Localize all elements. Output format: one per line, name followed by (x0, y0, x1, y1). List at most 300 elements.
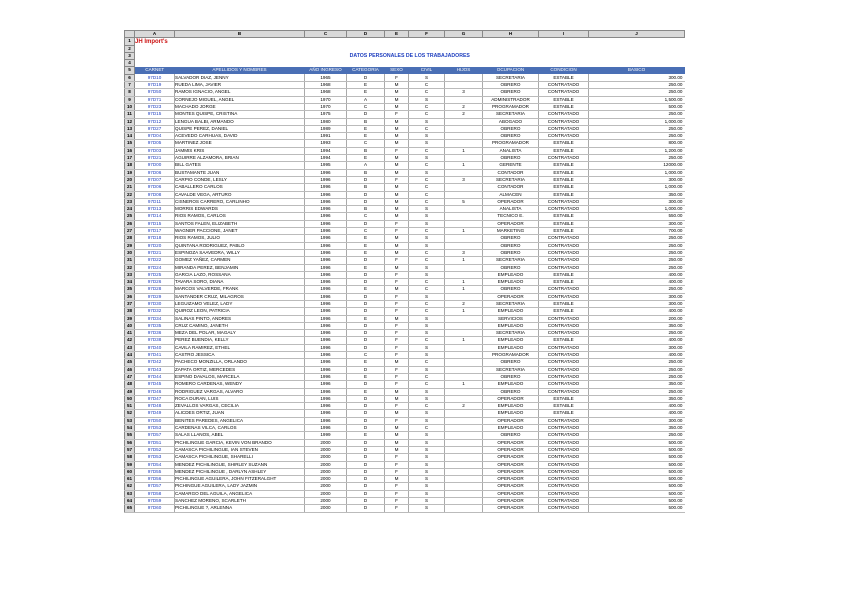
row-number[interactable]: 55 (125, 432, 135, 439)
column-header[interactable]: APELLIDOS Y NOMBRES (175, 67, 305, 74)
cell-cat[interactable]: D (347, 176, 385, 183)
cell-anio[interactable]: 1996 (305, 191, 347, 198)
cell-anio[interactable]: 1996 (305, 220, 347, 227)
cell-sexo[interactable]: M (385, 395, 409, 402)
cell-cond[interactable]: CONTRATADO (539, 483, 589, 490)
cell-carnet[interactable]: 97D53 (135, 425, 175, 432)
cell-cat[interactable]: D (347, 308, 385, 315)
cell-nombre[interactable]: SALINAS PINTO, ANDRES (175, 315, 305, 322)
cell-civil[interactable]: C (409, 103, 445, 110)
cell-anio[interactable]: 1996 (305, 228, 347, 235)
cell-basico[interactable]: 500.00 (589, 454, 685, 461)
cell-nombre[interactable]: WAGNER PACCIONE, JANET (175, 228, 305, 235)
cell-ocup[interactable]: ANALISTA (483, 147, 539, 154)
cell-cond[interactable]: CONTRATADO (539, 352, 589, 359)
cell-anio[interactable]: 2000 (305, 490, 347, 497)
cell-civil[interactable]: C (409, 403, 445, 410)
cell-cat[interactable]: D (347, 395, 385, 402)
cell-basico[interactable]: 350.00 (589, 322, 685, 329)
cell-sexo[interactable]: M (385, 125, 409, 132)
cell-sexo[interactable]: F (385, 366, 409, 373)
cell-cond[interactable]: CONTRATADO (539, 461, 589, 468)
cell-basico[interactable]: 1,000.00 (589, 169, 685, 176)
cell-carnet[interactable]: 97D45 (135, 381, 175, 388)
cell-hijos[interactable] (445, 191, 483, 198)
cell-ocup[interactable]: PROGRAMADOR (483, 352, 539, 359)
row-number[interactable]: 4 (125, 60, 135, 67)
cell-ocup[interactable]: GERENTE (483, 162, 539, 169)
cell-ocup[interactable]: MARKETING (483, 228, 539, 235)
cell-cat[interactable]: D (347, 425, 385, 432)
row-number[interactable]: 62 (125, 483, 135, 490)
cell-carnet[interactable]: 97D60 (135, 505, 175, 512)
cell-hijos[interactable] (445, 293, 483, 300)
cell-cond[interactable]: CONTRATADO (539, 476, 589, 483)
cell-hijos[interactable] (445, 476, 483, 483)
cell-nombre[interactable]: JAMMIS KRIS (175, 147, 305, 154)
cell-civil[interactable]: S (409, 505, 445, 512)
cell-nombre[interactable]: PICHINGUE AGUILERA, LADY JAZMIN (175, 483, 305, 490)
cell-anio[interactable]: 1996 (305, 264, 347, 271)
empty-cell[interactable] (135, 60, 685, 67)
row-number[interactable]: 3 (125, 52, 135, 59)
cell-carnet[interactable]: 97D18 (135, 235, 175, 242)
cell-civil[interactable]: S (409, 213, 445, 220)
cell-cat[interactable]: D (347, 300, 385, 307)
cell-basico[interactable]: 250.00 (589, 111, 685, 118)
cell-hijos[interactable] (445, 322, 483, 329)
cell-hijos[interactable] (445, 432, 483, 439)
cell-hijos[interactable] (445, 220, 483, 227)
cell-ocup[interactable]: SERVICIOS (483, 315, 539, 322)
cell-carnet[interactable]: 97D57 (135, 432, 175, 439)
cell-carnet[interactable]: 97D23 (135, 103, 175, 110)
cell-carnet[interactable]: 97D06 (135, 169, 175, 176)
cell-cond[interactable]: ESTABLE (539, 176, 589, 183)
cell-cond[interactable]: CONTRATADO (539, 322, 589, 329)
cell-sexo[interactable]: M (385, 162, 409, 169)
cell-anio[interactable]: 1970 (305, 103, 347, 110)
cell-carnet[interactable]: 97D42 (135, 359, 175, 366)
cell-cat[interactable]: D (347, 498, 385, 505)
cell-hijos[interactable] (445, 118, 483, 125)
cell-civil[interactable]: C (409, 257, 445, 264)
row-number[interactable]: 45 (125, 359, 135, 366)
brand-label[interactable]: JH Import's (135, 38, 168, 45)
cell-civil[interactable]: S (409, 242, 445, 249)
cell-civil[interactable]: C (409, 89, 445, 96)
cell-cat[interactable]: C (347, 213, 385, 220)
cell-anio[interactable]: 2000 (305, 476, 347, 483)
cell-cond[interactable]: CONTRATADO (539, 454, 589, 461)
column-header[interactable]: CIVIL (409, 67, 445, 74)
cell-nombre[interactable]: QUISPE PEREZ, DANIEL (175, 125, 305, 132)
cell-ocup[interactable]: ANALISTA (483, 206, 539, 213)
cell-sexo[interactable]: M (385, 359, 409, 366)
cell-hijos[interactable] (445, 140, 483, 147)
cell-sexo[interactable]: M (385, 96, 409, 103)
row-number[interactable]: 37 (125, 300, 135, 307)
cell-sexo[interactable]: F (385, 74, 409, 81)
cell-sexo[interactable]: F (385, 498, 409, 505)
cell-cat[interactable]: E (347, 264, 385, 271)
row-number[interactable]: 57 (125, 446, 135, 453)
cell-carnet[interactable]: 97D14 (135, 213, 175, 220)
cell-civil[interactable]: S (409, 410, 445, 417)
cell-basico[interactable]: 500.00 (589, 498, 685, 505)
cell-anio[interactable]: 1996 (305, 198, 347, 205)
cell-cat[interactable]: D (347, 483, 385, 490)
cell-carnet[interactable]: 97D05 (135, 140, 175, 147)
cell-hijos[interactable]: 3 (445, 249, 483, 256)
cell-hijos[interactable] (445, 184, 483, 191)
cell-civil[interactable]: S (409, 220, 445, 227)
cell-ocup[interactable]: OPERADOR (483, 490, 539, 497)
cell-hijos[interactable] (445, 410, 483, 417)
cell-basico[interactable]: 400.00 (589, 308, 685, 315)
cell-cat[interactable]: D (347, 111, 385, 118)
row-number[interactable]: 32 (125, 264, 135, 271)
cell-carnet[interactable]: 97D29 (135, 293, 175, 300)
cell-ocup[interactable]: ALMACEN (483, 191, 539, 198)
cell-basico[interactable]: 400.00 (589, 403, 685, 410)
cell-hijos[interactable] (445, 461, 483, 468)
cell-hijos[interactable]: 1 (445, 279, 483, 286)
row-number[interactable]: 18 (125, 162, 135, 169)
cell-sexo[interactable]: F (385, 220, 409, 227)
cell-ocup[interactable]: EMPLEADO (483, 410, 539, 417)
cell-sexo[interactable]: M (385, 140, 409, 147)
cell-cond[interactable]: ESTABLE (539, 184, 589, 191)
cell-hijos[interactable] (445, 483, 483, 490)
cell-civil[interactable]: C (409, 286, 445, 293)
cell-hijos[interactable] (445, 169, 483, 176)
sheet-title[interactable]: DATOS PERSONALES DE LOS TRABAJADORES (349, 52, 470, 59)
cell-sexo[interactable]: M (385, 155, 409, 162)
cell-anio[interactable]: 1996 (305, 388, 347, 395)
cell-sexo[interactable]: F (385, 461, 409, 468)
cell-cond[interactable]: ESTABLE (539, 213, 589, 220)
cell-cond[interactable]: CONTRATADO (539, 242, 589, 249)
cell-civil[interactable]: C (409, 308, 445, 315)
cell-cond[interactable]: CONTRATADO (539, 505, 589, 512)
cell-nombre[interactable]: QUIROZ LEON, PATRICIA (175, 308, 305, 315)
cell-nombre[interactable]: ACEVEDO CARHUAS, DAVID (175, 133, 305, 140)
cell-nombre[interactable]: CAVALDE VEGA, ARTURO (175, 191, 305, 198)
cell-anio[interactable]: 1996 (305, 235, 347, 242)
cell-nombre[interactable]: CAMASCA PICHILINGUE, IAN STEVEN (175, 446, 305, 453)
row-number[interactable]: 65 (125, 505, 135, 512)
cell-civil[interactable]: S (409, 461, 445, 468)
row-number[interactable]: 52 (125, 410, 135, 417)
cell-sexo[interactable]: M (385, 315, 409, 322)
cell-anio[interactable]: 1994 (305, 155, 347, 162)
cell-nombre[interactable]: LENGUA BALBI, ARMANDO (175, 118, 305, 125)
cell-sexo[interactable]: F (385, 111, 409, 118)
cell-basico[interactable]: 500.00 (589, 483, 685, 490)
cell-carnet[interactable]: 97D19 (135, 82, 175, 89)
cell-ocup[interactable]: OBRERO (483, 388, 539, 395)
cell-cond[interactable]: CONTRATADO (539, 293, 589, 300)
row-number[interactable]: 56 (125, 439, 135, 446)
cell-sexo[interactable]: M (385, 89, 409, 96)
cell-ocup[interactable]: EMPLEADO (483, 381, 539, 388)
cell-nombre[interactable]: CARPIO CONDE, LESLY (175, 176, 305, 183)
cell-carnet[interactable]: 97D41 (135, 352, 175, 359)
cell-basico[interactable]: 500.00 (589, 461, 685, 468)
cell-basico[interactable]: 1,200.00 (589, 147, 685, 154)
row-number[interactable]: 25 (125, 213, 135, 220)
cell-nombre[interactable]: MORRIS EDWARDS (175, 206, 305, 213)
cell-anio[interactable]: 2000 (305, 439, 347, 446)
column-header[interactable]: CATEGORIA (347, 67, 385, 74)
cell-basico[interactable]: 500.00 (589, 468, 685, 475)
cell-sexo[interactable]: M (385, 388, 409, 395)
cell-civil[interactable]: S (409, 315, 445, 322)
cell-ocup[interactable]: SECRETARIA (483, 257, 539, 264)
cell-carnet[interactable]: 97D47 (135, 395, 175, 402)
cell-carnet[interactable]: 97D21 (135, 249, 175, 256)
cell-cond[interactable]: CONTRATADO (539, 125, 589, 132)
cell-nombre[interactable]: TAVARA SORO, DIANA (175, 279, 305, 286)
cell-basico[interactable]: 400.00 (589, 271, 685, 278)
row-number[interactable]: 63 (125, 490, 135, 497)
cell-cat[interactable]: E (347, 249, 385, 256)
cell-nombre[interactable]: MARCOS VALVERDE, FRANK (175, 286, 305, 293)
cell-ocup[interactable]: PROGRAMADOR (483, 140, 539, 147)
cell-cond[interactable]: CONTRATADO (539, 366, 589, 373)
cell-cat[interactable]: D (347, 337, 385, 344)
cell-ocup[interactable]: OPERADOR (483, 220, 539, 227)
cell-anio[interactable]: 1996 (305, 410, 347, 417)
row-number[interactable]: 5 (125, 67, 135, 74)
cell-hijos[interactable] (445, 352, 483, 359)
cell-basico[interactable]: 350.00 (589, 381, 685, 388)
cell-nombre[interactable]: RIOS RAMOS, JULIO (175, 235, 305, 242)
cell-carnet[interactable]: 97D51 (135, 439, 175, 446)
cell-cat[interactable]: D (347, 490, 385, 497)
cell-carnet[interactable]: 97D34 (135, 315, 175, 322)
cell-anio[interactable]: 2000 (305, 505, 347, 512)
cell-cat[interactable]: D (347, 257, 385, 264)
column-letter-i[interactable]: I (539, 31, 589, 38)
cell-anio[interactable]: 1996 (305, 213, 347, 220)
cell-cond[interactable]: CONTRATADO (539, 439, 589, 446)
cell-cat[interactable]: D (347, 468, 385, 475)
cell-basico[interactable]: 300.00 (589, 417, 685, 424)
cell-basico[interactable]: 200.00 (589, 315, 685, 322)
cell-sexo[interactable]: M (385, 191, 409, 198)
cell-nombre[interactable]: CORNEJO MIGUEL, ANGEL (175, 96, 305, 103)
cell-nombre[interactable]: PICHILINGUE ?, ARLENNA (175, 505, 305, 512)
cell-ocup[interactable]: EMPLEADO (483, 344, 539, 351)
cell-cat[interactable]: D (347, 505, 385, 512)
cell-sexo[interactable]: M (385, 206, 409, 213)
cell-sexo[interactable]: M (385, 439, 409, 446)
cell-nombre[interactable]: GOMEZ YAÑEZ, CARMEN (175, 257, 305, 264)
cell-nombre[interactable]: ROCA DURAN, LUIS (175, 395, 305, 402)
cell-hijos[interactable] (445, 82, 483, 89)
cell-nombre[interactable]: RUEDA LIMA, JAVIER (175, 82, 305, 89)
cell-basico[interactable]: 500.00 (589, 439, 685, 446)
cell-cat[interactable]: D (347, 330, 385, 337)
cell-carnet[interactable]: 97D00 (135, 162, 175, 169)
row-number[interactable]: 50 (125, 395, 135, 402)
cell-civil[interactable]: S (409, 293, 445, 300)
cell-nombre[interactable]: MACHADO JORGE (175, 103, 305, 110)
cell-sexo[interactable]: M (385, 242, 409, 249)
cell-anio[interactable]: 1996 (305, 300, 347, 307)
cell-anio[interactable]: 1970 (305, 96, 347, 103)
cell-ocup[interactable]: OBRERO (483, 133, 539, 140)
cell-anio[interactable]: 1996 (305, 322, 347, 329)
row-number[interactable]: 61 (125, 476, 135, 483)
column-header[interactable]: CARNET (135, 67, 175, 74)
cell-hijos[interactable]: 1 (445, 257, 483, 264)
cell-anio[interactable]: 2000 (305, 498, 347, 505)
row-number[interactable]: 33 (125, 271, 135, 278)
cell-civil[interactable]: S (409, 169, 445, 176)
cell-sexo[interactable]: M (385, 432, 409, 439)
cell-cat[interactable]: B (347, 118, 385, 125)
cell-nombre[interactable]: CABALLERO CARLOS (175, 184, 305, 191)
cell-ocup[interactable]: OPERADOR (483, 293, 539, 300)
cell-nombre[interactable]: BENITES PAREDES, ANGELICA (175, 417, 305, 424)
cell-civil[interactable]: S (409, 432, 445, 439)
cell-anio[interactable]: 1995 (305, 162, 347, 169)
cell-cond[interactable]: CONTRATADO (539, 344, 589, 351)
cell-cat[interactable]: D (347, 476, 385, 483)
cell-civil[interactable]: C (409, 359, 445, 366)
cell-basico[interactable]: 800.00 (589, 140, 685, 147)
column-letter-e[interactable]: E (385, 31, 409, 38)
cell-hijos[interactable]: 2 (445, 403, 483, 410)
cell-cond[interactable]: CONTRATADO (539, 118, 589, 125)
cell-anio[interactable]: 1996 (305, 169, 347, 176)
cell-nombre[interactable]: AGUIRRE ALZAMORA, BRIAN (175, 155, 305, 162)
cell-nombre[interactable]: SANTANDER CRUZ, MILAGROS (175, 293, 305, 300)
cell-ocup[interactable]: OBRERO (483, 264, 539, 271)
cell-sexo[interactable]: M (385, 235, 409, 242)
cell-cond[interactable]: CONTRATADO (539, 417, 589, 424)
cell-hijos[interactable] (445, 206, 483, 213)
cell-anio[interactable]: 1996 (305, 242, 347, 249)
cell-carnet[interactable]: 97D49 (135, 410, 175, 417)
row-number[interactable]: 60 (125, 468, 135, 475)
cell-carnet[interactable]: 97D04 (135, 133, 175, 140)
cell-cond[interactable]: CONTRATADO (539, 359, 589, 366)
cell-nombre[interactable]: PICHILINGUE GARCIA, KEVIN VON BRANDO (175, 439, 305, 446)
cell-carnet[interactable]: 97D17 (135, 228, 175, 235)
cell-anio[interactable]: 1996 (305, 359, 347, 366)
corner-cell[interactable] (125, 31, 135, 38)
column-header[interactable]: OCUPACION (483, 67, 539, 74)
column-letter-j[interactable]: J (589, 31, 685, 38)
cell-hijos[interactable] (445, 315, 483, 322)
row-number[interactable]: 23 (125, 198, 135, 205)
row-number[interactable]: 46 (125, 366, 135, 373)
cell-cat[interactable]: E (347, 242, 385, 249)
cell-cond[interactable]: ESTABLE (539, 147, 589, 154)
cell-ocup[interactable]: OBRERO (483, 125, 539, 132)
cell-hijos[interactable] (445, 388, 483, 395)
cell-hijos[interactable] (445, 373, 483, 380)
cell-basico[interactable]: 550.00 (589, 213, 685, 220)
row-number[interactable]: 21 (125, 184, 135, 191)
cell-basico[interactable]: 12000.00 (589, 162, 685, 169)
column-letter-b[interactable]: B (175, 31, 305, 38)
cell-basico[interactable]: 500.00 (589, 446, 685, 453)
cell-nombre[interactable]: RODRIGUEZ VARGAS, ALVARO (175, 388, 305, 395)
cell-carnet[interactable]: 97D56 (135, 476, 175, 483)
cell-cond[interactable]: ESTABLE (539, 103, 589, 110)
cell-sexo[interactable]: F (385, 381, 409, 388)
row-number[interactable]: 19 (125, 169, 135, 176)
cell-carnet[interactable]: 97D35 (135, 322, 175, 329)
cell-basico[interactable]: 250.00 (589, 388, 685, 395)
cell-cond[interactable]: CONTRATADO (539, 490, 589, 497)
row-number[interactable]: 27 (125, 228, 135, 235)
cell-cond[interactable]: CONTRATADO (539, 235, 589, 242)
cell-cat[interactable]: E (347, 432, 385, 439)
cell-ocup[interactable]: OPERADOR (483, 198, 539, 205)
cell-ocup[interactable]: SECRETARIA (483, 300, 539, 307)
cell-cond[interactable]: CONTRATADO (539, 468, 589, 475)
column-header[interactable]: AÑO INGRESO (305, 67, 347, 74)
cell-sexo[interactable]: F (385, 490, 409, 497)
cell-hijos[interactable]: 2 (445, 111, 483, 118)
cell-ocup[interactable]: SECRETARIA (483, 74, 539, 81)
cell-ocup[interactable]: OBRERO (483, 82, 539, 89)
cell-basico[interactable]: 300.00 (589, 300, 685, 307)
cell-hijos[interactable] (445, 366, 483, 373)
cell-ocup[interactable]: ADMINISTRADOR (483, 96, 539, 103)
cell-hijos[interactable]: 1 (445, 337, 483, 344)
cell-cond[interactable]: CONTRATADO (539, 206, 589, 213)
cell-cond[interactable]: CONTRATADO (539, 373, 589, 380)
row-number[interactable]: 47 (125, 373, 135, 380)
row-number[interactable]: 13 (125, 125, 135, 132)
cell-nombre[interactable]: RIOS RAMOS, CARLOS (175, 213, 305, 220)
row-number[interactable]: 44 (125, 352, 135, 359)
row-number[interactable]: 31 (125, 257, 135, 264)
cell-sexo[interactable]: F (385, 308, 409, 315)
cell-hijos[interactable] (445, 359, 483, 366)
cell-carnet[interactable]: 97D21 (135, 155, 175, 162)
cell-anio[interactable]: 2000 (305, 454, 347, 461)
cell-anio[interactable]: 1996 (305, 403, 347, 410)
cell-carnet[interactable]: 97D36 (135, 330, 175, 337)
cell-anio[interactable]: 1996 (305, 381, 347, 388)
cell-ocup[interactable]: ABOGADO (483, 118, 539, 125)
row-number[interactable]: 22 (125, 191, 135, 198)
cell-civil[interactable]: C (409, 279, 445, 286)
cell-ocup[interactable]: OBRERO (483, 89, 539, 96)
cell-basico[interactable]: 1,000.00 (589, 206, 685, 213)
column-letter-h[interactable]: H (483, 31, 539, 38)
cell-anio[interactable]: 1996 (305, 257, 347, 264)
cell-anio[interactable]: 1996 (305, 206, 347, 213)
cell-anio[interactable]: 1996 (305, 352, 347, 359)
row-number[interactable]: 40 (125, 322, 135, 329)
cell-sexo[interactable]: F (385, 279, 409, 286)
cell-cond[interactable]: CONTRATADO (539, 111, 589, 118)
cell-civil[interactable]: C (409, 111, 445, 118)
cell-ocup[interactable]: OBRERO (483, 242, 539, 249)
cell-ocup[interactable]: EMPLEADO (483, 308, 539, 315)
cell-anio[interactable]: 1996 (305, 184, 347, 191)
cell-nombre[interactable]: PACHECO MONZILLA, ORLANDO (175, 359, 305, 366)
